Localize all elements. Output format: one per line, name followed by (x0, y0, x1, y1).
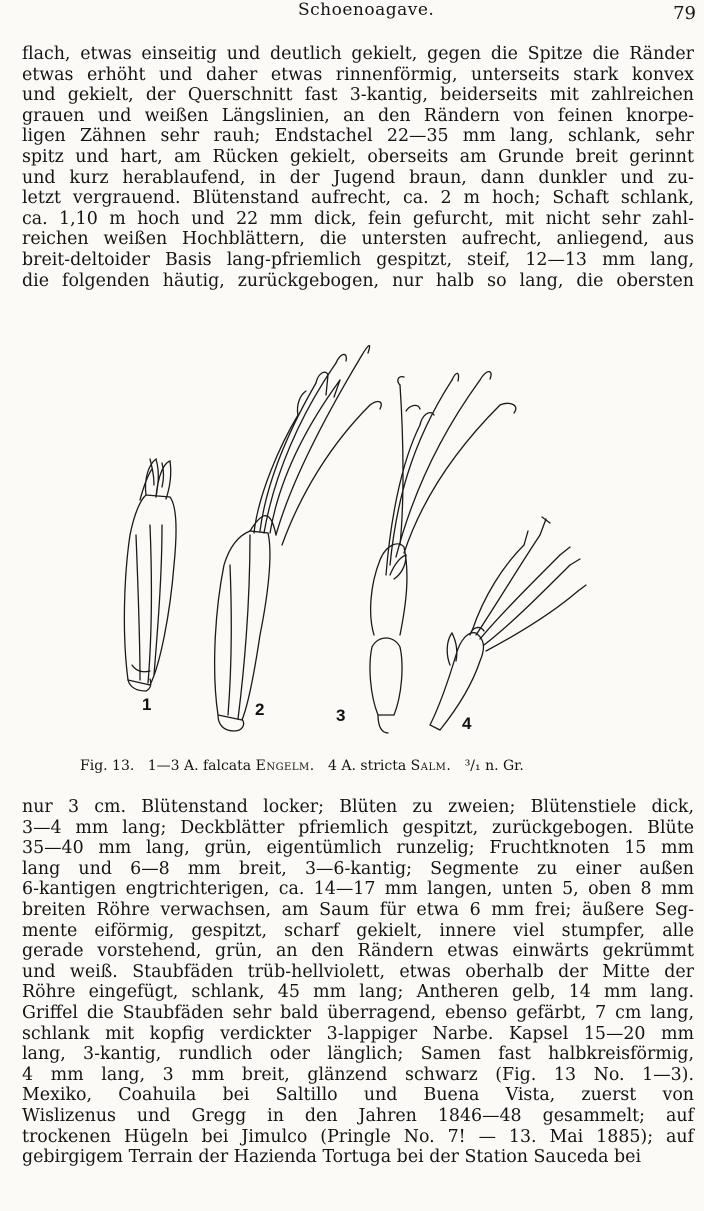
botanical-figure (100, 335, 620, 755)
text-line: grauen und weißen Längslinien, an den Rändern von feinen knorpe- (22, 105, 694, 126)
text-line: 35—40 mm lang, grün, eigentümlich runzelig; Fruchtknoten 15 mm (22, 838, 694, 859)
text-line: 3—4 mm lang; Deckblätter pfriemlich gespitzt, zurückgebogen. Blüte (22, 817, 694, 838)
text-line: Röhre eingefügt, schlank, 45 mm lang; Antheren gelb, 14 mm lang. (22, 982, 694, 1003)
paragraph-top (22, 44, 694, 291)
figure-label-1: 1 (142, 695, 152, 714)
text-line: und weiß. Staubfäden trüb-hellviolett, etwas oberhalb der Mitte der (22, 961, 694, 982)
text-line: ca. 1,10 m hoch und 22 mm dick, fein gefurcht, mit nicht sehr zahl- (22, 208, 694, 229)
caption-part-1: 1—3 A. falcata (147, 758, 252, 774)
text-line: die folgenden häutig, zurückgebogen, nur halb so lang, die obersten (22, 270, 694, 291)
caption-author-2: Salm. (410, 758, 452, 774)
text-line: breiten Röhre verwachsen, am Saum für etwa 6 mm frei; äußere Seg- (22, 899, 694, 920)
text-line: ligen Zähnen sehr rauh; Endstachel 22—35 mm lang, schlank, sehr (22, 126, 694, 147)
text-line: 4 mm lang, 3 mm breit, glänzend schwarz (Fig. 13 No. 1—3). (22, 1064, 694, 1085)
text-line: und gekielt, der Querschnitt fast 3-kantig, beiderseits mit zahlreichen (22, 85, 694, 106)
figure-caption (80, 758, 524, 774)
flower-3-drawing (370, 372, 516, 733)
text-line: 6-kantigen engtrichterigen, ca. 14—17 mm langen, unten 5, oben 8 mm (22, 879, 694, 900)
figure-label-3: 3 (336, 706, 346, 725)
text-line: breit-deltoider Basis lang-pfriemlich gespitzt, steif, 12—13 mm lang, (22, 249, 694, 270)
locality-line: Wislizenus und Gregg in den Jahren 1846—48 gesammelt; auf (22, 1105, 694, 1126)
text-line: spitz und hart, am Rücken gekielt, oberseits am Grunde breit gerinnt (22, 146, 694, 167)
text-line: nur 3 cm. Blütenstand locker; Blüten zu zweien; Blütenstiele dick, (22, 797, 694, 817)
figure-label-2: 2 (255, 700, 265, 719)
figure-label-4: 4 (462, 714, 472, 733)
paragraph-bottom (22, 797, 694, 1168)
text-line: und kurz herablaufend, in der Jugend braun, dann dunkler und zu- (22, 167, 694, 188)
text-line: reichen weißen Hochblättern, die untersten aufrecht, anliegend, aus (22, 229, 694, 250)
flower-1-drawing (124, 459, 176, 691)
flower-drawings (100, 335, 620, 755)
locality-line: gebirgigem Terrain der Hazienda Tortuga bei der Station Sauceda bei (22, 1147, 642, 1168)
caption-part-2: 4 A. stricta (328, 758, 407, 774)
text-line: flach, etwas einseitig und deutlich gekielt, gegen die Spitze die Ränder (22, 44, 694, 64)
text-line: mente eiförmig, gespitzt, scharf gekielt, innere viel stumpfer, alle (22, 920, 694, 941)
text-line: gerade vorstehend, grün, an den Rändern etwas einwärts gekrümmt (22, 941, 694, 962)
text-line: lang, 3-kantig, rundlich oder länglich; Samen fast halbkreisförmig, (22, 1044, 694, 1065)
caption-author-1: Engelm. (255, 758, 315, 774)
text-line: schlank mit kopfig verdickter 3-lappiger Narbe. Kapsel 15—20 mm (22, 1023, 694, 1044)
text-line: etwas erhöht und daher etwas rinnenförmig, unterseits stark konvex (22, 64, 694, 85)
flower-2-drawing (215, 346, 382, 731)
page-number: 79 (673, 3, 696, 24)
running-title: Schoenoagave. (298, 0, 435, 20)
text-line: Griffel die Staubfäden sehr bald überragend, ebenso gefärbt, 7 cm lang, (22, 1002, 694, 1023)
locality-line: Mexiko, Coahuila bei Saltillo und Buena Vista, zuerst von (22, 1085, 694, 1106)
caption-scale: ³/₁ n. Gr. (464, 758, 524, 774)
text-line: letzt vergrauend. Blütenstand aufrecht, ca. 2 m hoch; Schaft schlank, (22, 188, 694, 209)
text-line: lang und 6—8 mm breit, 3—6-kantig; Segmente zu einer außen (22, 858, 694, 879)
flower-4-drawing (430, 517, 586, 730)
locality-line: trockenen Hügeln bei Jimulco (Pringle No. 7! — 13. Mai 1885); auf (22, 1126, 694, 1147)
caption-fig-label: Fig. 13. (80, 758, 135, 774)
page-header (0, 0, 704, 24)
